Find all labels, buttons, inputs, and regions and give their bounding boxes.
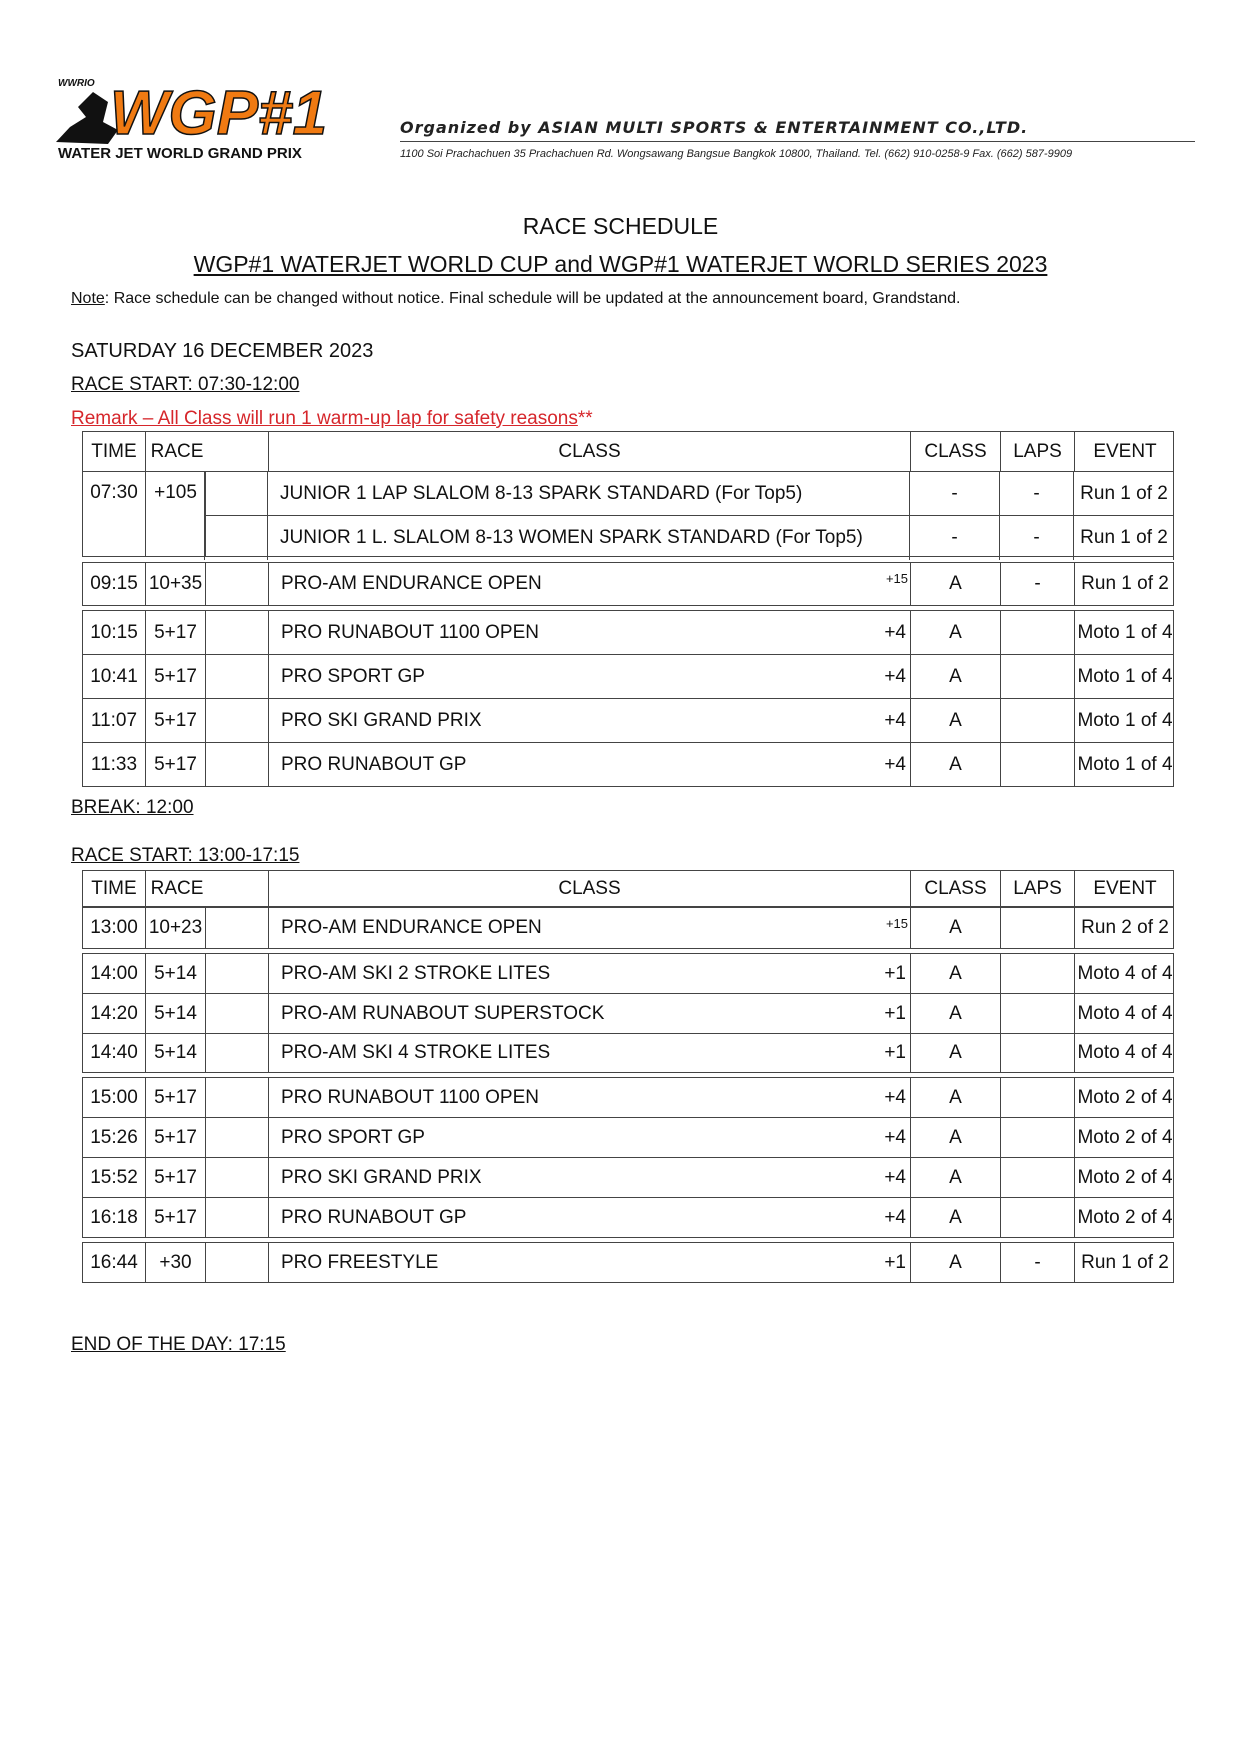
organizer-address: 1100 Soi Prachachuen 35 Prachachuen Rd. Wongsawang Bangsue Bangkok 10800, Thailand. Tel. (662) 910-0258-9 Fax. (662) 587-9909 — [400, 148, 1073, 160]
table-row — [82, 1157, 1174, 1197]
race-text: +105 — [154, 482, 197, 503]
event-text: Moto 1 of 4 — [1077, 621, 1173, 643]
table-header-row — [82, 870, 1174, 907]
event-cell — [1074, 1078, 1175, 1117]
time-text: 14:00 — [90, 962, 138, 984]
class-cell — [268, 699, 910, 742]
race-cell — [145, 1198, 205, 1237]
time-text: 10:15 — [90, 621, 138, 643]
table-row — [82, 1197, 1174, 1238]
laps-cell — [1000, 743, 1074, 786]
class-cell — [268, 1078, 910, 1117]
race-cell — [145, 699, 205, 742]
class-code-text: - — [951, 527, 958, 548]
race-cell — [145, 908, 205, 948]
class-cell — [268, 655, 910, 698]
schedule-table-morning — [82, 431, 1174, 789]
class-code-text: A — [949, 1002, 962, 1024]
class-text: PRO-AM RUNABOUT SUPERSTOCK — [281, 1002, 605, 1024]
class-cell — [267, 516, 909, 560]
time-cell — [83, 908, 145, 948]
class-code-text: A — [949, 1086, 962, 1108]
class-code-text: - — [951, 482, 958, 504]
race-text: 5+14 — [154, 962, 197, 984]
class-cell — [267, 472, 909, 516]
time-text: 10:41 — [90, 665, 138, 687]
time-adjustment: +4 — [884, 709, 906, 731]
race-cell — [145, 994, 205, 1033]
blank-cell — [204, 472, 267, 516]
time-text: 15:26 — [90, 1126, 138, 1148]
event-text: Moto 4 of 4 — [1077, 962, 1173, 984]
table-row — [82, 1117, 1174, 1157]
laps-text: - — [1033, 482, 1040, 504]
class-code-text: A — [949, 1206, 962, 1228]
time-cell — [83, 611, 145, 654]
time-text: 14:40 — [90, 1042, 138, 1063]
class-code-cell — [910, 1243, 1000, 1282]
column-header: LAPS — [1000, 871, 1074, 906]
time-cell — [83, 1158, 145, 1197]
table-row — [82, 698, 1174, 742]
race-text: 5+17 — [154, 1126, 197, 1148]
class-code-cell — [910, 1078, 1000, 1117]
table-row — [82, 907, 1174, 949]
class-text: PRO RUNABOUT 1100 OPEN — [281, 621, 539, 643]
laps-text: - — [1033, 527, 1040, 548]
warmup-remark — [71, 408, 593, 430]
table-row — [82, 610, 1174, 654]
event-text: Run 2 of 2 — [1081, 917, 1169, 938]
class-cell — [268, 1034, 910, 1072]
class-cell — [268, 908, 910, 948]
session1-start: RACE START: 07:30-12:00 — [71, 374, 300, 395]
time-cell — [83, 994, 145, 1033]
time-cell — [83, 655, 145, 698]
race-cell — [145, 1078, 205, 1117]
race-text: 5+17 — [154, 621, 197, 643]
class-code-cell — [910, 954, 1000, 993]
blank-cell — [205, 908, 268, 948]
event-text: Moto 2 of 4 — [1077, 1126, 1173, 1148]
event-text: Run 1 of 2 — [1080, 527, 1168, 548]
time-cell — [83, 1243, 145, 1282]
column-header: CLASS — [268, 871, 910, 906]
event-cell — [1074, 1034, 1175, 1072]
event-cell — [1074, 1243, 1175, 1282]
time-cell — [83, 699, 145, 742]
session2-start: RACE START: 13:00-17:15 — [71, 845, 300, 866]
event-text: Moto 1 of 4 — [1077, 665, 1173, 687]
event-cell — [1074, 1198, 1175, 1237]
race-cell — [145, 1158, 205, 1197]
blank-cell — [205, 1158, 268, 1197]
blank-cell — [205, 1078, 268, 1117]
event-text: Moto 2 of 4 — [1077, 1086, 1173, 1108]
column-header: RACE — [145, 871, 208, 906]
event-text: Moto 4 of 4 — [1077, 1042, 1173, 1063]
race-text: 10+35 — [148, 573, 203, 594]
laps-cell — [1000, 1078, 1074, 1117]
class-text: PRO SKI GRAND PRIX — [281, 709, 482, 731]
race-cell — [145, 655, 205, 698]
event-text: Moto 2 of 4 — [1077, 1206, 1173, 1228]
time-adjustment: +4 — [884, 1166, 906, 1188]
column-header: TIME — [91, 877, 137, 899]
laps-cell — [1000, 1034, 1074, 1072]
race-cell — [145, 743, 205, 786]
table-row — [82, 1077, 1174, 1117]
time-cell — [83, 743, 145, 786]
time-adjustment: +4 — [884, 1086, 906, 1108]
class-text: PRO-AM SKI 2 STROKE LITES — [281, 962, 551, 984]
time-text: 14:20 — [90, 1002, 138, 1024]
event-text: Moto 4 of 4 — [1077, 1002, 1173, 1024]
table-row — [82, 516, 1174, 560]
column-header: LAPS — [1000, 432, 1074, 471]
class-cell — [268, 743, 910, 786]
time-text: 11:07 — [90, 709, 138, 731]
table-row — [82, 993, 1174, 1033]
page-title: RACE SCHEDULE — [522, 213, 719, 239]
table-header-row — [82, 431, 1174, 472]
laps-cell — [1000, 1158, 1074, 1197]
event-text: Moto 1 of 4 — [1077, 709, 1173, 731]
time-text: 07:30 — [90, 482, 138, 503]
blank-cell — [204, 516, 267, 560]
column-header: CLASS — [910, 432, 1000, 471]
race-day: SATURDAY 16 DECEMBER 2023 — [71, 340, 374, 362]
blank-cell — [205, 1034, 268, 1072]
race-cell — [145, 611, 205, 654]
note-text: : Race schedule can be changed without notice. Final schedule will be updated at the announcement board, Grandstand. — [104, 290, 961, 307]
time-text: 16:18 — [90, 1206, 138, 1228]
event-cell — [1074, 1158, 1175, 1197]
event-cell — [1074, 994, 1175, 1033]
time-cell — [83, 954, 145, 993]
blank-cell — [205, 994, 268, 1033]
time-cell — [83, 1118, 145, 1157]
blank-cell — [205, 563, 268, 605]
event-text: Moto 1 of 4 — [1077, 753, 1173, 775]
class-code-cell — [910, 1198, 1000, 1237]
race-text: 5+17 — [154, 1166, 197, 1188]
class-code-cell — [910, 1158, 1000, 1197]
race-text: 5+17 — [154, 709, 197, 731]
laps-cell — [1000, 1243, 1074, 1282]
class-text: PRO RUNABOUT GP — [281, 753, 467, 775]
event-cell — [1074, 699, 1175, 742]
table-row — [82, 1033, 1174, 1073]
column-header: CLASS — [268, 432, 910, 471]
time-text: 09:15 — [90, 573, 138, 594]
class-code-cell — [910, 1118, 1000, 1157]
class-code-cell — [910, 1034, 1000, 1072]
class-code-text: A — [949, 1126, 962, 1148]
time-adjustment: +4 — [884, 1206, 906, 1228]
race-cell — [145, 954, 205, 993]
class-cell — [268, 994, 910, 1033]
race-cell — [145, 1118, 205, 1157]
laps-cell — [1000, 908, 1074, 948]
class-code-text: A — [949, 573, 962, 594]
break-time: BREAK: 12:00 — [71, 797, 194, 818]
blank-cell — [205, 1243, 268, 1282]
time-text: 16:44 — [90, 1251, 138, 1273]
class-code-text: A — [949, 1251, 962, 1273]
table-row — [82, 953, 1174, 993]
jetski-rider-silhouette — [56, 92, 118, 144]
time-adjustment: +4 — [884, 621, 906, 643]
laps-cell — [1000, 655, 1074, 698]
time-adjustment: +15 — [885, 916, 908, 931]
class-code-cell — [910, 908, 1000, 948]
class-code-text: A — [949, 665, 962, 687]
end-of-day: END OF THE DAY: 17:15 — [71, 1334, 286, 1355]
event-cell — [1073, 516, 1174, 560]
laps-cell — [1000, 954, 1074, 993]
class-code-cell — [910, 994, 1000, 1033]
race-text: 5+17 — [154, 753, 197, 775]
wgp-logo — [48, 72, 378, 162]
laps-cell — [1000, 994, 1074, 1033]
time-text: 15:00 — [90, 1086, 138, 1108]
laps-cell — [1000, 611, 1074, 654]
logo-caption-text: WATER JET WORLD GRAND PRIX — [58, 145, 302, 162]
laps-cell — [1000, 1198, 1074, 1237]
table-row — [82, 472, 1174, 516]
laps-cell — [1000, 563, 1074, 605]
time-adjustment: +4 — [884, 1126, 906, 1148]
class-code-cell — [910, 743, 1000, 786]
class-code-text: A — [949, 1042, 962, 1063]
time-text: 11:33 — [90, 753, 138, 775]
column-header: RACE — [145, 432, 208, 471]
race-cell — [145, 563, 205, 605]
class-cell — [268, 1198, 910, 1237]
event-text: Run 1 of 2 — [1080, 482, 1168, 504]
table-row — [82, 1242, 1174, 1283]
table-row — [82, 742, 1174, 787]
blank-cell — [205, 954, 268, 993]
schedule-note — [71, 290, 960, 308]
class-code-cell — [909, 516, 999, 560]
class-code-cell — [910, 655, 1000, 698]
time-adjustment: +4 — [884, 665, 906, 687]
class-code-cell — [910, 611, 1000, 654]
laps-cell — [999, 516, 1073, 560]
class-text: PRO-AM ENDURANCE OPEN — [281, 917, 542, 938]
class-text: PRO SPORT GP — [281, 1126, 425, 1148]
time-cell — [83, 1198, 145, 1237]
race-text: 5+17 — [154, 665, 197, 687]
class-text: PRO-AM ENDURANCE OPEN — [281, 573, 542, 594]
event-text: Run 1 of 2 — [1081, 573, 1169, 594]
class-code-cell — [909, 472, 999, 516]
event-cell — [1074, 908, 1175, 948]
class-cell — [268, 1243, 910, 1282]
class-cell — [268, 611, 910, 654]
race-text: 5+17 — [154, 1206, 197, 1228]
class-cell — [268, 954, 910, 993]
class-text: JUNIOR 1 LAP SLALOM 8-13 SPARK STANDARD (For Top5) — [280, 482, 803, 504]
laps-cell — [1000, 1118, 1074, 1157]
class-text: JUNIOR 1 L. SLALOM 8-13 WOMEN SPARK STANDARD (For Top5) — [280, 527, 863, 548]
blank-cell — [205, 743, 268, 786]
table-row — [82, 654, 1174, 698]
event-cell — [1074, 743, 1175, 786]
race-text: 5+17 — [154, 1086, 197, 1108]
remark-suffix: ** — [577, 408, 593, 429]
class-code-text: A — [949, 962, 962, 984]
time-adjustment: +1 — [884, 962, 906, 984]
time-adjustment: +15 — [885, 571, 908, 586]
race-text: +30 — [159, 1251, 192, 1273]
race-text: 10+23 — [148, 917, 203, 938]
schedule-table-afternoon — [82, 870, 1174, 1326]
laps-text: - — [1034, 573, 1041, 594]
time-adjustment: +1 — [884, 1251, 906, 1273]
class-cell — [268, 1158, 910, 1197]
table-row — [82, 562, 1174, 606]
time-adjustment: +1 — [884, 1042, 906, 1063]
race-cell — [145, 1034, 205, 1072]
blank-cell — [205, 1198, 268, 1237]
class-code-cell — [910, 563, 1000, 605]
column-header: CLASS — [910, 871, 1000, 906]
time-adjustment: +4 — [884, 753, 906, 775]
event-text: Run 1 of 2 — [1081, 1251, 1169, 1273]
logo-main-text: WGP#1 — [110, 79, 328, 148]
time-cell — [83, 1034, 145, 1072]
race-cell — [145, 1243, 205, 1282]
class-text: PRO RUNABOUT GP — [281, 1206, 467, 1228]
header-divider — [400, 141, 1195, 142]
event-cell — [1074, 655, 1175, 698]
time-adjustment: +1 — [884, 1002, 906, 1024]
race-text: 5+14 — [154, 1042, 197, 1063]
class-code-text: A — [949, 1166, 962, 1188]
event-cell — [1074, 611, 1175, 654]
blank-cell — [205, 611, 268, 654]
blank-cell — [205, 699, 268, 742]
blank-cell — [205, 655, 268, 698]
laps-text: - — [1034, 1251, 1041, 1273]
class-cell — [268, 1118, 910, 1157]
event-cell — [1074, 954, 1175, 993]
event-cell — [1073, 472, 1174, 516]
column-header: EVENT — [1074, 871, 1175, 906]
blank-cell — [205, 1118, 268, 1157]
remark-text: Remark – All Class will run 1 warm-up lap for safety reasons — [71, 408, 578, 429]
time-cell — [83, 1078, 145, 1117]
class-text: PRO SKI GRAND PRIX — [281, 1166, 482, 1188]
logo-small-text: WWRIO — [58, 78, 95, 89]
class-text: PRO RUNABOUT 1100 OPEN — [281, 1086, 539, 1108]
column-header: EVENT — [1074, 432, 1175, 471]
time-text: 13:00 — [90, 917, 138, 938]
column-header: TIME — [91, 440, 137, 462]
event-text: Moto 2 of 4 — [1077, 1166, 1173, 1188]
class-code-text: A — [949, 753, 962, 775]
class-cell — [268, 563, 910, 605]
class-code-text: A — [949, 709, 962, 731]
organizer-line: Organized by ASIAN MULTI SPORTS & ENTERTAINMENT CO.,LTD. — [400, 118, 1029, 137]
note-label: Note — [71, 290, 105, 307]
time-text: 15:52 — [90, 1166, 138, 1188]
class-code-text: A — [949, 917, 962, 938]
time-cell — [83, 563, 145, 605]
laps-cell — [1000, 699, 1074, 742]
class-code-text: A — [949, 621, 962, 643]
event-cell — [1074, 1118, 1175, 1157]
class-text: PRO FREESTYLE — [281, 1251, 439, 1273]
event-cell — [1074, 563, 1175, 605]
class-text: PRO-AM SKI 4 STROKE LITES — [281, 1042, 551, 1063]
class-code-cell — [910, 699, 1000, 742]
laps-cell — [999, 472, 1073, 516]
race-text: 5+14 — [154, 1002, 197, 1024]
class-text: PRO SPORT GP — [281, 665, 425, 687]
page-subtitle: WGP#1 WATERJET WORLD CUP and WGP#1 WATERJET WORLD SERIES 2023 — [193, 251, 1048, 277]
